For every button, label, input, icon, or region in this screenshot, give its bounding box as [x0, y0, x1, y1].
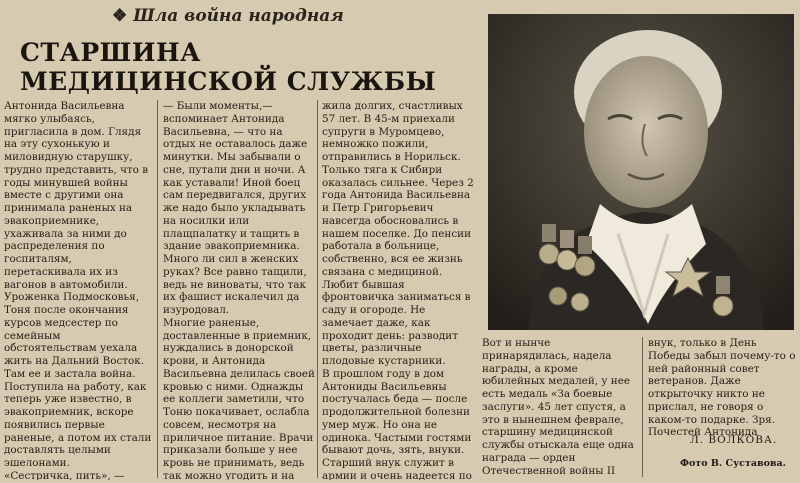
- article-column-1: Антонида Васильевна мягко улыбаясь, пригласила в дом. Глядя на эту сухонькую и миловидную старушку, трудно представить, что в годы минувшей войны вместе с другими она принимала раненых на эвакоприемнике, ухаживала за ними до распределения по госпиталям, перетаскивала их из вагонов в автомобили. Уроженка Подмосковья, Тоня после окончания курсов медсестер по семейным обстоятельствам уехала жить на Дальний Восток. Там ее и застала война. Поступила на работу, как теперь уже известно, в эвакоприемник, вскоре появились первые раненые, а потом их стали доставлять целыми эшелонами. «Сестричка, пить», —: [4, 100, 152, 480]
- rubric: [112, 6, 344, 26]
- diamond-icon: ❖: [112, 6, 128, 26]
- column-divider: [317, 100, 318, 478]
- face: [584, 56, 708, 208]
- column-divider: [642, 337, 643, 477]
- article-column-4: Вот и нынче принарядилась, надела награды, а кроме юбилейных медалей, у нее есть медаль «За боевые заслуги». 45 лет спустя, а это в нынешнем феврале, старшину медицинской службы отыскала еще одна награда — орден Отечественной войны II: [482, 337, 634, 477]
- headline: [20, 38, 460, 96]
- portrait-illustration: [488, 14, 794, 330]
- article-column-5: внук, только в День Победы забыл почему-то о ней районный совет ветеранов. Даже открыточку никто не прислал, не говоря о каком-то подарке. Зря. Почестей Антонида: [648, 337, 796, 437]
- rubric-text: Шла война народная: [133, 6, 344, 26]
- portrait-photo: [488, 14, 794, 330]
- article-column-3: жила долгих, счастливых 57 лет. В 45-м приехали супруги в Муромцево, немножко пожили, отправились в Норильск. Только тяга к Сибири оказалась сильнее. Через 2 года Антонида Васильевна и Петр Григорьевич навсегда обосновались в нашем поселке. До пенсии работала в больнице, собственно, вся ее жизнь связана с медициной. Любит бывшая фронтовичка заниматься в саду и огороде. Не замечает даже, как проходит день: разводит цветы, различные плодовые кустарники. В прошлом году в дом Антониды Васильевны постучалась беда — после продолжительной болезни умер муж. Но она не одинока. Частыми гостями бывают дочь, зять, внуки. Старший внук служит в армии и очень надеется по: [322, 100, 474, 480]
- column-divider: [157, 100, 158, 478]
- photo-credit: Фото В. Суставова.: [680, 458, 786, 469]
- article-column-2: — Были моменты,—вспоминает Антонида Васильевна, — что на отдых не оставалось даже минутки. Мы забывали о сне, путали дни и ночи. А как уставали! Иной боец сам передвигался, других же надо было укладывать на носилки или плащпалатку и тащить в здание эвакоприемника. Много ли сил в женских руках? Все равно тащили, ведь не виноваты, что так их фашист искалечил да изуродовал. Многие раненые, доставленные в приемник, нуждались в донорской крови, и Антонида Васильевна делилась своей кровью с ними. Однажды ее коллеги заметили, что Тоню покачивает, ослабла совсем, несмотря на приличное питание. Врачи приказали больше у нее кровь не принимать, ведь так можно угодить и на: [163, 100, 315, 480]
- headline-line-1: СТАРШИНА: [20, 38, 201, 67]
- author-byline: Л. ВОЛКОВА.: [690, 434, 778, 446]
- headline-line-2: МЕДИЦИНСКОЙ СЛУЖБЫ: [20, 67, 437, 96]
